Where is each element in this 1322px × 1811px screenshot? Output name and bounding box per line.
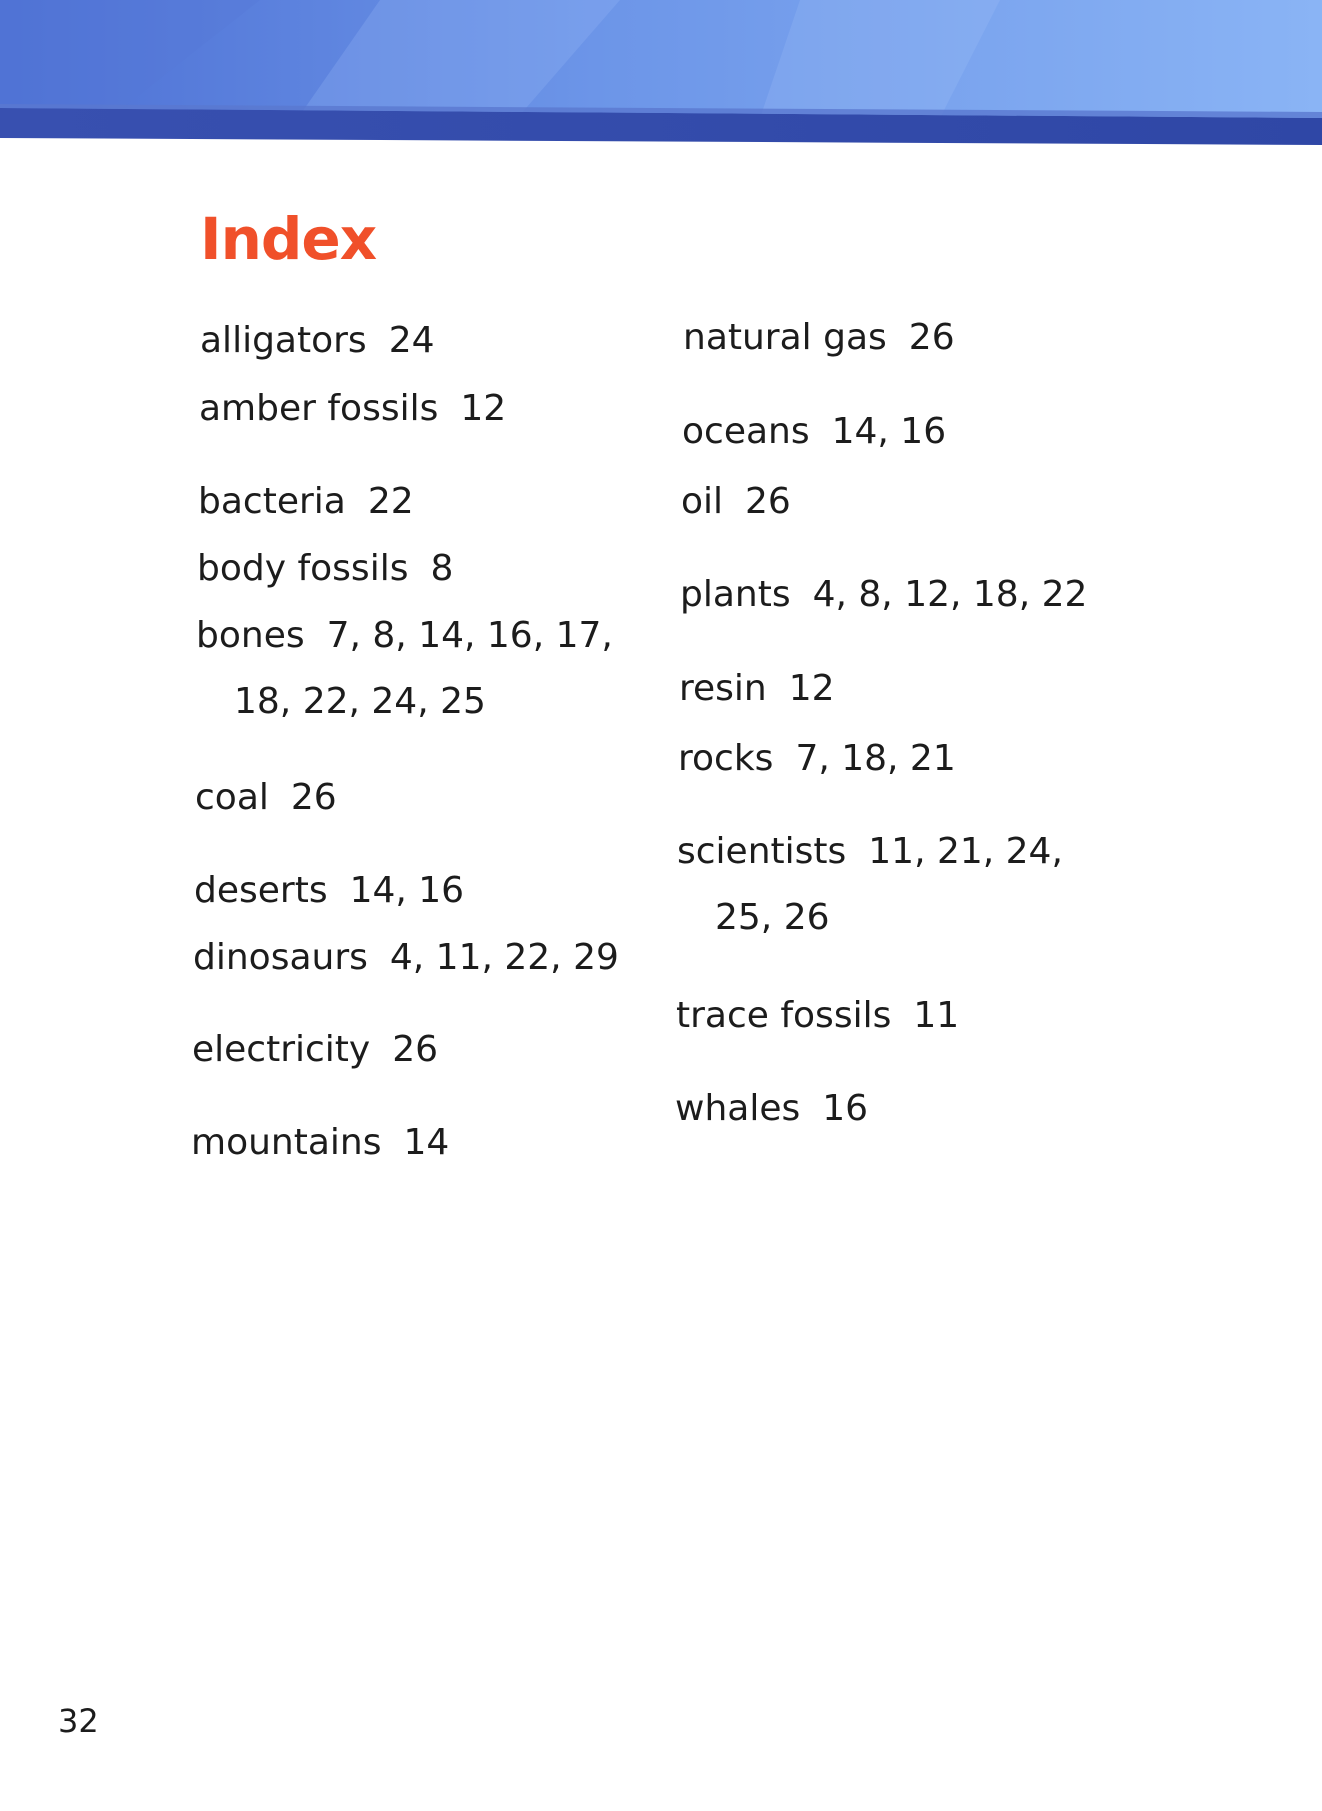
index-entry [680, 574, 1088, 615]
page-title: Index [200, 205, 377, 273]
index-term: natural gas [683, 317, 887, 358]
index-term: oceans [682, 411, 810, 452]
index-entry [199, 388, 507, 429]
index-term: plants [680, 574, 791, 615]
index-term: mountains [191, 1122, 382, 1163]
index-pages: 26 [392, 1029, 439, 1070]
index-term: amber fossils [199, 388, 439, 429]
index-pages: 14, 16 [349, 870, 465, 911]
index-pages: 14 [403, 1122, 450, 1163]
index-term: resin [679, 668, 767, 709]
index-pages: 4, 11, 22, 29 [389, 937, 619, 978]
index-entry [676, 995, 960, 1036]
index-pages: 14, 16 [831, 411, 947, 452]
index-term: coal [195, 777, 269, 818]
index-pages: 16 [822, 1088, 869, 1129]
index-term: scientists [677, 831, 847, 872]
index-entry [683, 317, 955, 358]
index-term: bones [196, 615, 305, 656]
index-pages: 12 [460, 388, 507, 429]
index-term: oil [681, 481, 724, 522]
header-banner [0, 0, 1322, 145]
index-pages: 11 [913, 995, 960, 1036]
index-pages: 24 [388, 320, 435, 361]
index-entry [191, 1122, 450, 1163]
index-entry [198, 481, 414, 522]
index-entry [677, 831, 1063, 938]
index-entry [192, 1029, 439, 1070]
index-entry [679, 668, 835, 709]
index-entry [194, 870, 465, 911]
index-entry [200, 320, 435, 361]
index-entry [682, 411, 947, 452]
index-pages: 11, 21, 24, [868, 831, 1063, 872]
index-pages: 26 [290, 777, 337, 818]
index-term: deserts [194, 870, 328, 911]
index-entry [195, 777, 337, 818]
page-number: 32 [58, 1702, 99, 1740]
index-entry [678, 738, 956, 779]
index-pages: 7, 8, 14, 16, 17, [326, 615, 613, 656]
index-pages: 22 [367, 481, 414, 522]
index-term: body fossils [197, 548, 409, 589]
index-entry [675, 1088, 869, 1129]
index-entry [681, 481, 791, 522]
index-term: whales [675, 1088, 801, 1129]
index-entry [197, 548, 454, 589]
index-term: alligators [200, 320, 367, 361]
index-pages: 12 [788, 668, 835, 709]
index-pages: 7, 18, 21 [795, 738, 956, 779]
index-term: trace fossils [676, 995, 892, 1036]
index-entry [196, 615, 613, 722]
index-term: rocks [678, 738, 774, 779]
index-term: bacteria [198, 481, 346, 522]
index-pages: 8 [430, 548, 454, 589]
index-pages-continued: 25, 26 [715, 897, 830, 938]
index-pages-continued: 18, 22, 24, 25 [234, 681, 486, 722]
index-term: dinosaurs [193, 937, 368, 978]
index-term: electricity [192, 1029, 371, 1070]
index-pages: 4, 8, 12, 18, 22 [812, 574, 1088, 615]
index-pages: 26 [908, 317, 955, 358]
index-entry [193, 937, 619, 978]
index-pages: 26 [745, 481, 791, 522]
